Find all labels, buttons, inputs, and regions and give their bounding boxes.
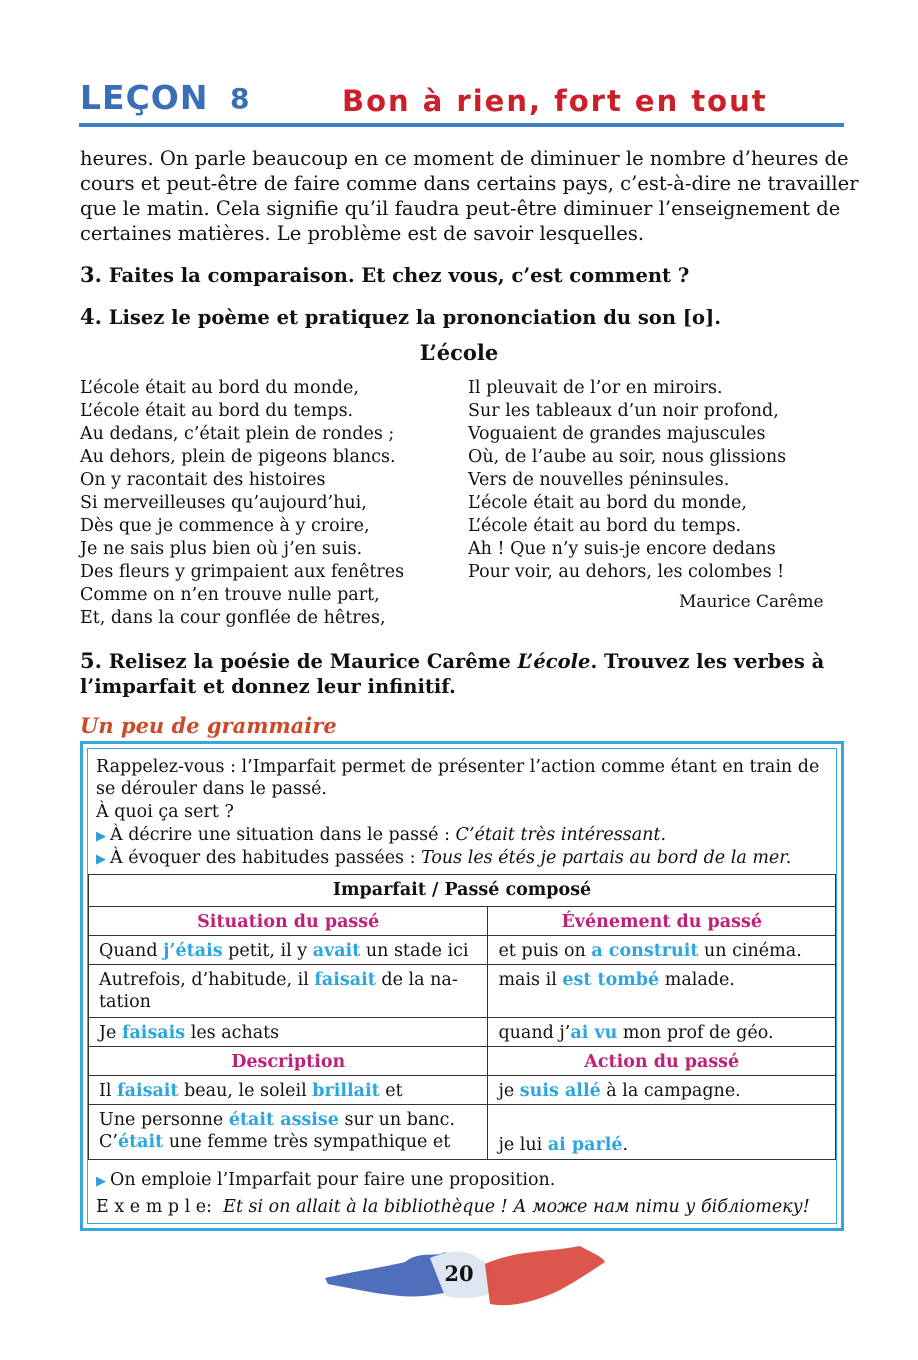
grammar-heading: Un peu de grammaire xyxy=(80,713,337,738)
grammar-bullet xyxy=(96,825,666,845)
cell-text: C’ xyxy=(99,1132,118,1152)
exercise-3 xyxy=(80,262,689,287)
header-divider xyxy=(79,123,844,127)
bullet-text: À évoquer des habitudes passées : xyxy=(110,848,422,868)
exercise-text: Relisez la poésie de Maurice Carême xyxy=(108,650,518,673)
bullet-text: On emploie l’Imparfait pour faire une proposition. xyxy=(110,1170,556,1190)
column-header: Action du passé xyxy=(488,1047,836,1076)
table-row xyxy=(89,875,836,907)
triangle-bullet-icon: ▶ xyxy=(96,829,106,844)
bullet-text: À décrire une situation dans le passé : xyxy=(110,825,456,845)
grammar-example xyxy=(96,1197,810,1217)
cell-text: je lui xyxy=(498,1135,548,1155)
table-cell xyxy=(488,965,836,1018)
lesson-label: LEÇON xyxy=(80,78,209,117)
poem-line: Dès que je commence à y croire, xyxy=(80,516,370,536)
poem-line: On y racontait des histoires xyxy=(80,470,326,490)
poem-line: L’école était au bord du monde, xyxy=(468,493,747,513)
cell-text: mais il xyxy=(498,970,563,990)
highlighted-verb: faisait xyxy=(117,1081,179,1101)
poem-line: L’école était au bord du temps. xyxy=(80,401,354,421)
cell-text: et puis on xyxy=(498,941,592,961)
table-row xyxy=(89,936,836,965)
table-cell xyxy=(488,1105,836,1160)
intro-line: que le matin. Cela signifie qu’il faudra peut-être diminuer l’enseignement de xyxy=(80,197,841,220)
poem-line: L’école était au bord du temps. xyxy=(468,516,742,536)
exercise-5-line-1 xyxy=(80,648,844,674)
exercise-text: . Trouvez les verbes à xyxy=(590,650,825,673)
exercise-4 xyxy=(80,304,721,329)
cell-text: petit, il y xyxy=(222,941,313,961)
table-row xyxy=(89,1018,836,1047)
poem-line: Pour voir, au dehors, les colombes ! xyxy=(468,562,785,582)
highlighted-verb: faisais xyxy=(121,1023,186,1043)
cell-text: malade. xyxy=(659,970,735,990)
highlighted-verb: j’étais xyxy=(163,941,223,961)
lesson-title: Bon à rien, fort en tout xyxy=(342,84,768,118)
cell-text: un stade ici xyxy=(360,941,469,961)
bullet-example: Tous les étés je partais au bord de la mer. xyxy=(421,848,792,868)
highlighted-verb: était xyxy=(117,1132,164,1152)
poem-line: Je ne sais plus bien où j’en suis. xyxy=(80,539,363,559)
table-cell xyxy=(89,965,488,1018)
poem-line: Au dehors, plein de pigeons blancs. xyxy=(80,447,396,467)
poem-line: Vers de nouvelles péninsules. xyxy=(468,470,730,490)
triangle-bullet-icon: ▶ xyxy=(96,852,106,867)
cell-text: les achats xyxy=(185,1023,280,1043)
column-header: Situation du passé xyxy=(89,907,488,936)
cell-text: quand j’ xyxy=(498,1023,571,1043)
exercise-number: 3. xyxy=(80,262,102,287)
poem-author: Maurice Carême xyxy=(679,592,824,612)
cell-text: Quand xyxy=(99,941,164,961)
table-cell xyxy=(89,936,488,965)
cell-text: je xyxy=(498,1081,520,1101)
cell-text: sur un banc. xyxy=(338,1110,456,1130)
poem-title: L’école xyxy=(419,340,499,365)
table-row xyxy=(89,1105,836,1160)
example-label: E x e m p l e: xyxy=(96,1197,213,1217)
intro-line: heures. On parle beaucoup en ce moment de diminuer le nombre d’heures de xyxy=(80,147,849,170)
poem-right-column xyxy=(468,377,786,584)
cell-text: Une personne xyxy=(99,1110,229,1130)
page-number: 20 xyxy=(444,1261,474,1286)
highlighted-verb: avait xyxy=(312,941,361,961)
poem-line: Et, dans la cour gonflée de hêtres, xyxy=(80,608,386,628)
intro-line: certaines matières. Le problème est de savoir lesquelles. xyxy=(80,222,645,245)
exercise-number: 4. xyxy=(80,304,102,329)
highlighted-verb: a construit xyxy=(591,941,699,961)
table-cell xyxy=(488,936,836,965)
table-row xyxy=(89,1047,836,1076)
table-cell xyxy=(89,1105,488,1160)
highlighted-verb: est tombé xyxy=(562,970,660,990)
exercise-text: Lisez le poème et pratiquez la prononciation du son [o]. xyxy=(108,306,722,329)
exercise-5 xyxy=(80,648,844,699)
cell-text: Autrefois, d’habitude, il xyxy=(99,970,315,990)
cell-text: de la na- xyxy=(375,970,458,990)
grammar-bullet xyxy=(96,848,791,868)
example-text: Et si on allait à la bibliothèque ! А може нам піти у бібліотеку! xyxy=(223,1197,810,1217)
highlighted-verb: suis allé xyxy=(519,1081,601,1101)
intro-paragraph xyxy=(80,146,859,246)
table-cell xyxy=(488,1018,836,1047)
cell-text: et xyxy=(379,1081,403,1101)
highlighted-verb: ai parlé xyxy=(547,1135,623,1155)
poem-line: Comme on n’en trouve nulle part, xyxy=(80,585,380,605)
lesson-number: 8 xyxy=(230,82,250,115)
poem-line: Des fleurs y grimpaient aux fenêtres xyxy=(80,562,405,582)
poem-reference: L’école xyxy=(517,650,591,673)
highlighted-verb: était assise xyxy=(228,1110,339,1130)
poem-line: Il pleuvait de l’or en miroirs. xyxy=(468,378,723,398)
highlighted-verb: faisait xyxy=(314,970,376,990)
cell-text: à la campagne. xyxy=(600,1081,741,1101)
poem-left-column xyxy=(80,377,404,630)
grammar-table xyxy=(88,874,836,1160)
grammar-intro-line: se dérouler dans le passé. xyxy=(96,779,327,799)
poem-line: Ah ! Que n’y suis-je encore dedans xyxy=(468,539,776,559)
cell-text: Je xyxy=(99,1023,122,1043)
table-cell xyxy=(89,1018,488,1047)
poem-line: L’école était au bord du monde, xyxy=(80,378,359,398)
highlighted-verb: ai vu xyxy=(570,1023,618,1043)
table-row xyxy=(89,1076,836,1105)
triangle-bullet-icon: ▶ xyxy=(96,1174,106,1189)
poem-line: Au dedans, c’était plein de rondes ; xyxy=(80,424,395,444)
cell-text: Il xyxy=(99,1081,118,1101)
cell-text: beau, le soleil xyxy=(178,1081,313,1101)
table-row xyxy=(89,965,836,1018)
poem-line: Sur les tableaux d’un noir profond, xyxy=(468,401,779,421)
table-row xyxy=(89,907,836,936)
cell-text: tation xyxy=(99,992,151,1012)
cell-text: une femme très sympathique et xyxy=(163,1132,451,1152)
bullet-example: C’était très intéressant. xyxy=(455,825,667,845)
column-header: Description xyxy=(89,1047,488,1076)
table-cell xyxy=(89,1076,488,1105)
exercise-5-line-2: l’imparfait et donnez leur infinitif. xyxy=(80,675,456,698)
column-header: Événement du passé xyxy=(488,907,836,936)
exercise-number: 5. xyxy=(80,648,102,673)
table-title: Imparfait / Passé composé xyxy=(89,875,836,907)
cell-text: . xyxy=(622,1135,629,1155)
grammar-bullet xyxy=(96,1170,555,1190)
poem-line: Où, de l’aube au soir, nous glissions xyxy=(468,447,787,467)
exercise-text: Faites la comparaison. Et chez vous, c’est comment ? xyxy=(108,264,690,287)
poem-line: Voguaient de grandes majuscules xyxy=(468,424,766,444)
cell-text: mon prof de géo. xyxy=(617,1023,774,1043)
highlighted-verb: brillait xyxy=(312,1081,380,1101)
cell-text: un cinéma. xyxy=(698,941,802,961)
grammar-question: À quoi ça sert ? xyxy=(96,802,234,822)
poem-line: Si merveilleuses qu’aujourd’hui, xyxy=(80,493,367,513)
grammar-intro-line: Rappelez-vous : l’Imparfait permet de présenter l’action comme étant en train de xyxy=(96,757,820,777)
table-cell xyxy=(488,1076,836,1105)
intro-line: cours et peut-être de faire comme dans certains pays, c’est-à-dire ne travailler xyxy=(80,172,859,195)
